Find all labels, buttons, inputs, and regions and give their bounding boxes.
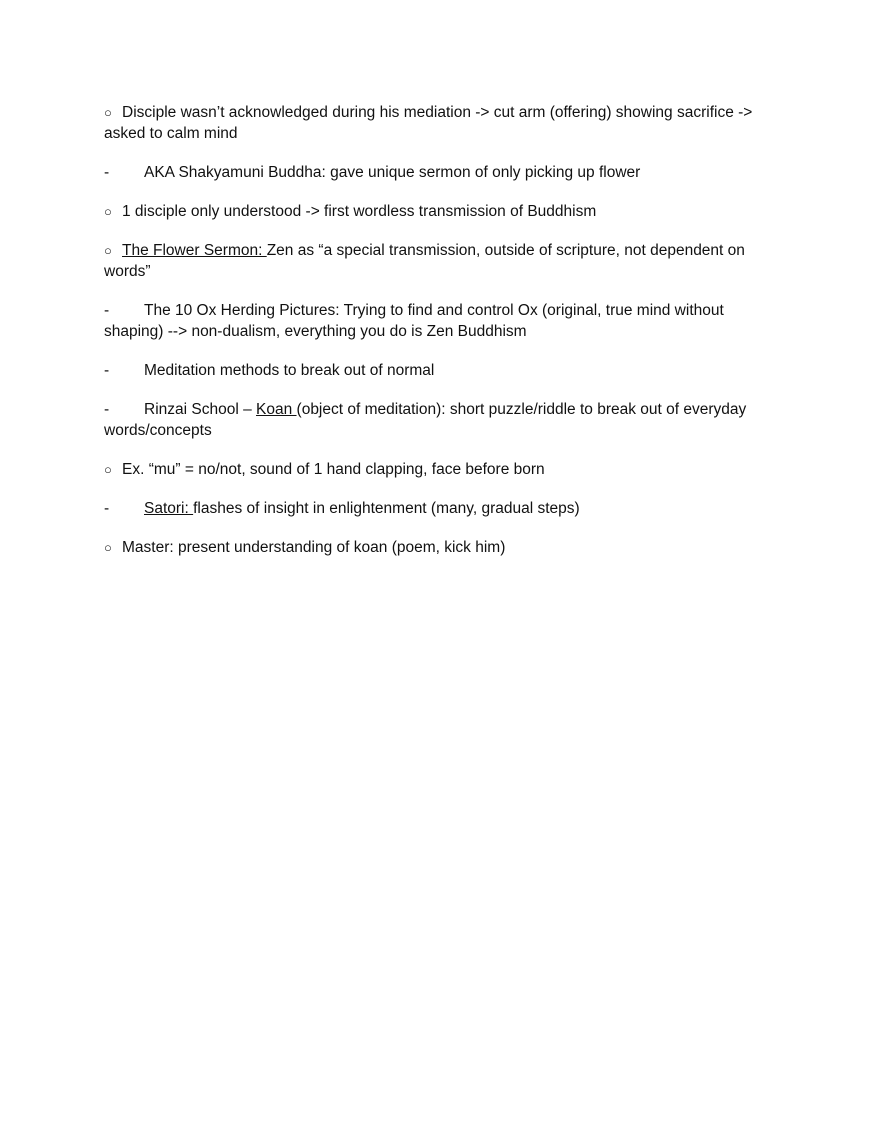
list-item: [104, 360, 776, 381]
item-text: AKA Shakyamuni Buddha: gave unique sermon of only picking up flower: [144, 164, 641, 181]
underlined-term: Satori:: [144, 500, 194, 517]
dash-bullet: -: [104, 500, 110, 517]
circle-bullet: ○: [104, 540, 112, 555]
underlined-term: Koan: [256, 401, 297, 418]
dash-bullet: -: [104, 302, 110, 319]
item-text: The 10 Ox Herding Pictures: Trying to find and control Ox (original, true mind without shaping) --> non-dualism, everything you do is Zen Buddhism: [104, 302, 724, 340]
list-item: [104, 300, 776, 342]
dash-bullet: -: [104, 401, 110, 418]
circle-bullet: ○: [104, 204, 112, 219]
item-text: Zen as “a special transmission, outside of scripture, not dependent on words”: [104, 242, 745, 280]
circle-bullet: ○: [104, 105, 112, 120]
item-text: (object of meditation): short puzzle/riddle to break out of everyday words/concepts: [104, 401, 747, 439]
item-text: Ex. “mu” = no/not, sound of 1 hand clapping, face before born: [122, 461, 545, 478]
item-text: Master: present understanding of koan (poem, kick him): [122, 539, 506, 556]
item-prefix: Rinzai School –: [144, 401, 257, 418]
list-item: [104, 240, 776, 282]
list-item: [104, 459, 776, 480]
list-item: [104, 201, 776, 222]
item-text: Meditation methods to break out of normal: [144, 362, 435, 379]
dash-bullet: -: [104, 164, 110, 181]
list-item: [104, 102, 776, 144]
notes-list: [104, 102, 776, 576]
underlined-term: The Flower Sermon:: [122, 242, 267, 259]
list-item: [104, 162, 776, 183]
dash-bullet: -: [104, 362, 110, 379]
list-item: [104, 399, 776, 441]
circle-bullet: ○: [104, 243, 112, 258]
list-item: [104, 498, 776, 519]
item-text: flashes of insight in enlightenment (many, gradual steps): [193, 500, 580, 517]
item-text: 1 disciple only understood -> first wordless transmission of Buddhism: [122, 203, 597, 220]
circle-bullet: ○: [104, 462, 112, 477]
item-text: Disciple wasn’t acknowledged during his mediation -> cut arm (offering) showing sacrifice -> asked to calm mind: [104, 104, 753, 142]
list-item: [104, 537, 776, 558]
